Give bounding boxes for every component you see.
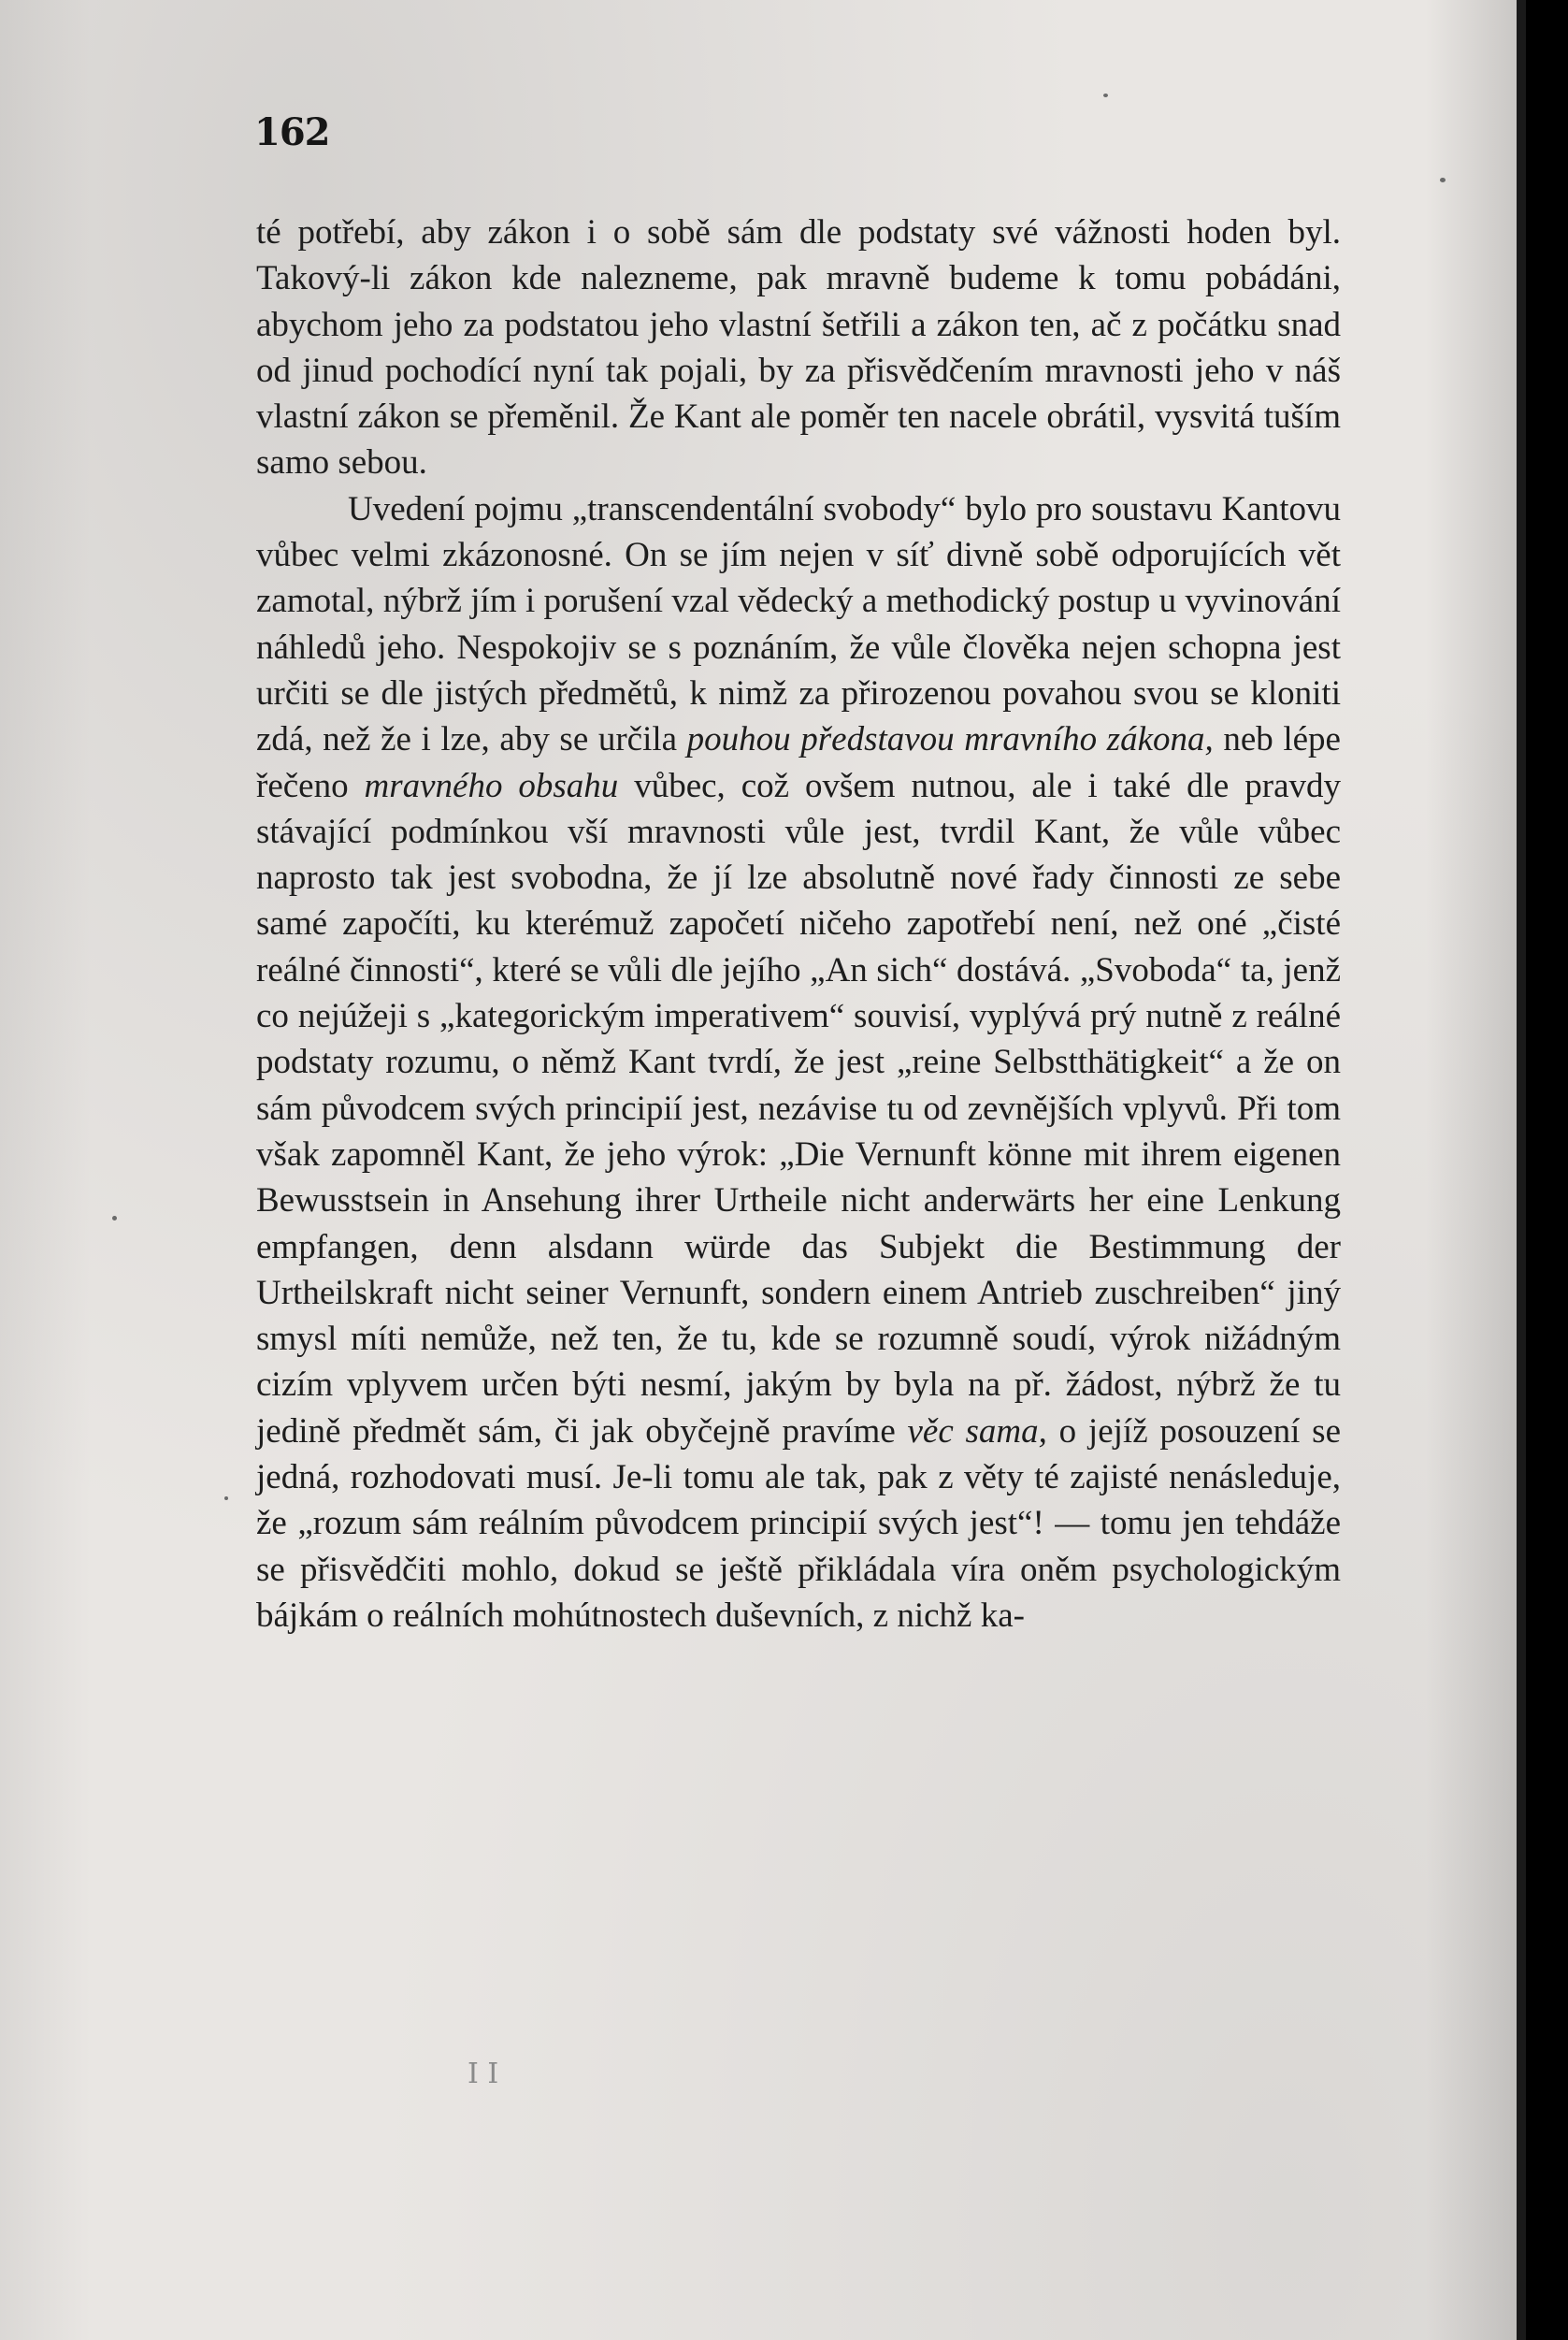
text-run: Uvedení pojmu „transcendentální svobody“ bylo pro soustavu Kantovu vůbec velmi zkázonosné. On se jím nejen v síť divně sobě odporujících vět zamotal, nýbrž jím i porušení vzal vědecký a methodický postup u vyvinování náhledů jeho. Nespokojiv se s poznáním, že vůle člověka nejen schopna jest určiti se dle jistých předmětů, k nimž za přirozenou povahou svou se kloniti zdá, než že i lze, aby se určila: [256, 489, 1341, 759]
page-number: 162: [254, 110, 330, 154]
scan-speck: [1103, 94, 1108, 97]
scan-speck: [1440, 178, 1446, 182]
bottom-mark: I I: [468, 2058, 499, 2090]
body-text: [256, 209, 1341, 1639]
paragraph-2: [256, 486, 1341, 1639]
italic-run: mravného obsahu: [364, 766, 619, 805]
paragraph-1: [256, 209, 1341, 486]
page-edge: [1517, 0, 1526, 2340]
italic-run: věc sama,: [907, 1411, 1047, 1451]
text-run: té potřebí, aby zákon i o sobě sám dle podstaty své vážnosti hoden byl. Takový-li zákon kde nalezneme, pak mravně budeme k tomu pobádáni, abychom jeho za podstatou jeho vlastní šetřili a zákon ten, ač z počátku snad od jinud pochodící nyní tak pojali, by za přisvědčením mravnosti jeho v náš vlastní zákon se přeměnil. Že Kant ale poměr ten nacele obrátil, vysvitá tuším samo sebou.: [256, 213, 1341, 483]
text-run: o jejíž posouzení se jedná, rozhodovati musí. Je-li tomu ale tak, pak z věty té zajisté nenásleduje, že „rozum sám reálním původcem principií svých jest“! — tomu jen tehdáže se přisvědčiti mohlo, dokud se ještě přikládala víra oněm psychologickým bájkám o reálních mohútnostech duševních, z nichž ka-: [256, 1411, 1341, 1635]
text-run: neb lépe řečeno: [256, 720, 1341, 805]
italic-run: pouhou představou mravního zákona,: [686, 720, 1214, 759]
text-run: vůbec, což ovšem nutnou, ale i také dle pravdy stávající podmínkou vší mravnosti vůle jest, tvrdil Kant, že vůle vůbec naprosto tak jest svobodna, že jí lze absolutně nové řady činnosti ze sebe samé započíti, ku kterémuž započetí ničeho zapotřebí není, než oné „čisté reálné činnosti“, které se vůli dle jejího „An sich“ dostává. „Svoboda“ ta, jenž co nejúžeji s „kategorickým imperativem“ souvisí, vyplývá prý nutně z reálné podstaty rozumu, o němž Kant tvrdí, že jest „reine Selbstthätigkeit“ a že on sám původcem svých principií jest, nezávise tu od zevnějších vplyvů. Při tom však zapomněl Kant, že jeho výrok: „Die Vernunft könne mit ihrem eigenen Bewusstsein in Ansehung ihrer Urtheile nicht anderwärts her eine Lenkung empfangen, denn alsdann würde das Subjekt die Bestimmung der Urtheilskraft nicht seiner Vernunft, sondern einem Antrieb zuschreiben“ jiný smysl míti nemůže, než ten, že tu, kde se rozumně soudí, výrok nižádným cizím vplyvem určen býti nesmí, jakým by byla na př. žádost, nýbrž že tu jedině předmět sám, či jak obyčejně pravíme: [256, 766, 1341, 1451]
scan-speck: [224, 1496, 228, 1500]
scan-speck: [112, 1216, 117, 1221]
